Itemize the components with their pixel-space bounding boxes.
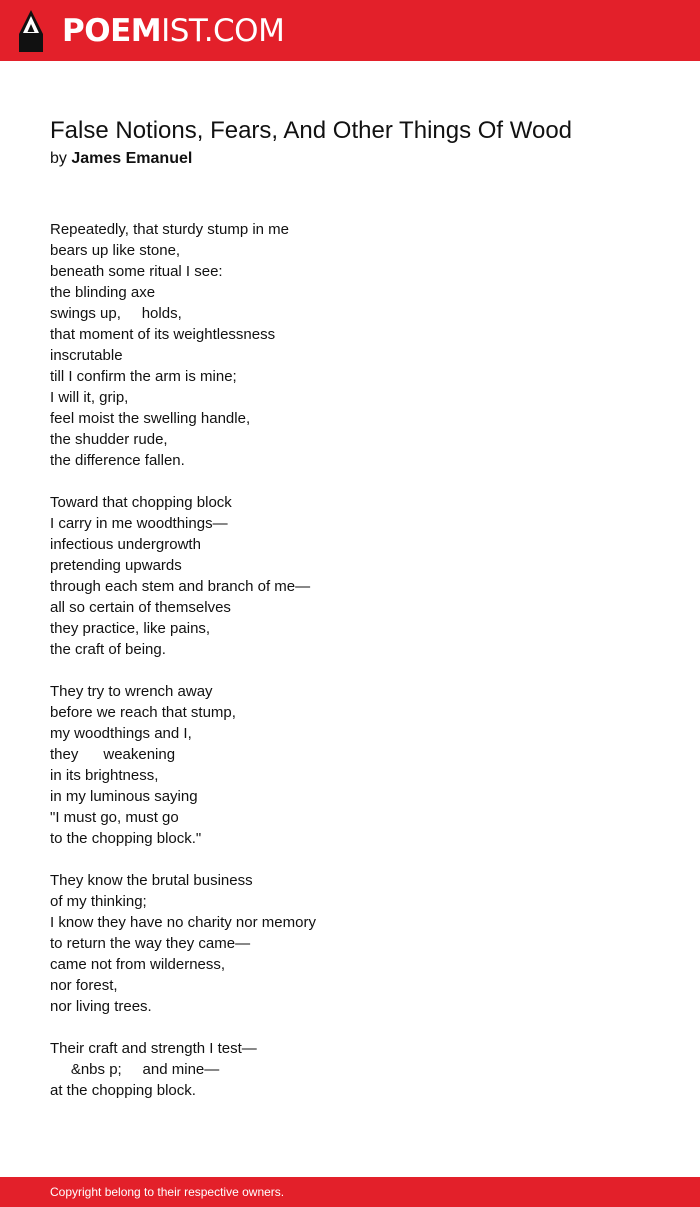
pencil-tip-icon[interactable] xyxy=(18,10,44,52)
site-footer xyxy=(0,1177,700,1207)
poem-stanza xyxy=(50,1038,316,1101)
site-header xyxy=(0,0,700,61)
logo-bold-text: POEM xyxy=(62,13,162,49)
poem-line: "I must go, must go xyxy=(50,809,179,826)
poem-line: the shudder rude, xyxy=(50,431,168,448)
poem-line: before we reach that stump, xyxy=(50,704,236,721)
by-label: by xyxy=(50,150,67,167)
poem-line: came not from wilderness, xyxy=(50,956,226,973)
logo-light-text: IST.COM xyxy=(161,13,285,49)
poem-line: they weakening xyxy=(50,746,176,763)
copyright-text: Copyright belong to their respective owners. xyxy=(50,1185,285,1199)
site-logo[interactable] xyxy=(62,11,284,51)
poem-line: Toward that chopping block xyxy=(50,494,232,511)
poem-byline xyxy=(50,148,192,170)
poem-stanza xyxy=(50,219,316,471)
poem-line: all so certain of themselves xyxy=(50,599,231,616)
poem-line: the difference fallen. xyxy=(50,452,185,469)
poem-stanza xyxy=(50,681,316,849)
poem-line: they practice, like pains, xyxy=(50,620,211,637)
poem-body xyxy=(50,219,316,1122)
poem-line: Their craft and strength I test— xyxy=(50,1040,257,1057)
poem-line: my woodthings and I, xyxy=(50,725,192,742)
poem-line: at the chopping block. xyxy=(50,1082,196,1099)
poem-line: Repeatedly, that sturdy stump in me xyxy=(50,221,290,238)
poem-line: I know they have no charity nor memory xyxy=(50,914,316,931)
poem-line: beneath some ritual I see: xyxy=(50,263,223,280)
poem-line: till I confirm the arm is mine; xyxy=(50,368,237,385)
poem-line: to return the way they came— xyxy=(50,935,251,952)
poem-title: False Notions, Fears, And Other Things Of Wood xyxy=(50,117,573,144)
poem-line: inscrutable xyxy=(50,347,123,364)
poem-stanza xyxy=(50,492,316,660)
poem-line: They know the brutal business xyxy=(50,872,253,889)
poem-line: in my luminous saying xyxy=(50,788,198,805)
poem-line: nor forest, xyxy=(50,977,118,994)
poem-line: swings up, holds, xyxy=(50,305,182,322)
poem-line: through each stem and branch of me— xyxy=(50,578,311,595)
poem-line: the craft of being. xyxy=(50,641,166,658)
poem-line: They try to wrench away xyxy=(50,683,213,700)
poem-author: James Emanuel xyxy=(71,150,193,167)
poem-line: of my thinking; xyxy=(50,893,147,910)
poem-line: that moment of its weightlessness xyxy=(50,326,276,343)
poem-line: &nbs p; and mine— xyxy=(50,1061,220,1078)
poem-line: I carry in me woodthings— xyxy=(50,515,228,532)
poem-line: feel moist the swelling handle, xyxy=(50,410,251,427)
poem-line: to the chopping block." xyxy=(50,830,202,847)
poem-line: I will it, grip, xyxy=(50,389,129,406)
poem-line: nor living trees. xyxy=(50,998,152,1015)
poem-line: infectious undergrowth xyxy=(50,536,201,553)
poem-line: in its brightness, xyxy=(50,767,159,784)
poem-stanza xyxy=(50,870,316,1017)
poem-line: pretending upwards xyxy=(50,557,182,574)
poem-line: the blinding axe xyxy=(50,284,156,301)
poem-line: bears up like stone, xyxy=(50,242,181,259)
